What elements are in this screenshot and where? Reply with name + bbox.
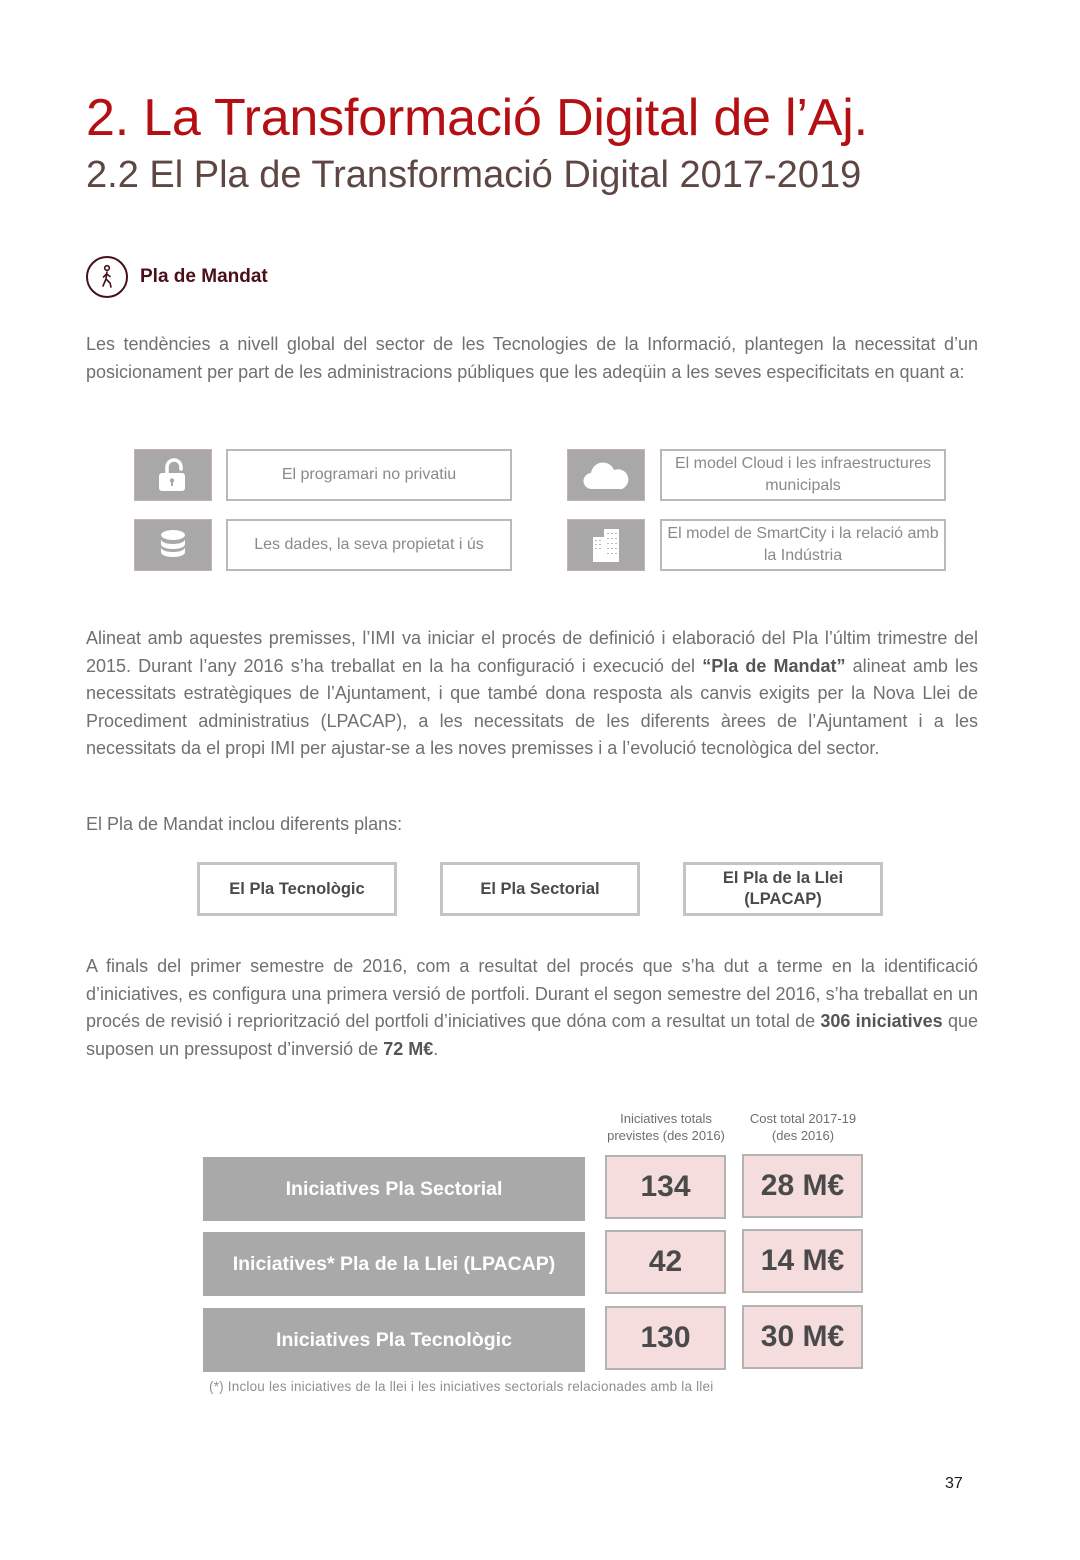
specificity-box: El model Cloud i les infraestructures municipals <box>660 449 946 501</box>
plan-box-llei: El Pla de la Llei (LPACAP) <box>683 862 883 916</box>
cost-value: 14 M€ <box>742 1229 863 1293</box>
cost-value: 30 M€ <box>742 1305 863 1369</box>
cost-value: 28 M€ <box>742 1154 863 1218</box>
column-header-initiatives: Iniciatives totals previstes (des 2016) <box>607 1111 725 1143</box>
paragraph-text: A finals del primer semestre de 2016, com a resultat del procés que s’ha dut a terme en la identificació d’iniciatives, es configura una primera versió de portfoli. Durant el segon semestre del 2016, s’ha treballat en un procés de revisió i repriorització del portfoli d’iniciatives que dóna com a resultat un total de <box>86 956 978 1031</box>
initiatives-value: 134 <box>605 1155 726 1219</box>
emphasis-initiatives-total: 306 iniciatives <box>820 1011 943 1031</box>
section-title: Pla de Mandat <box>140 266 268 287</box>
emphasis-pla-de-mandat: “Pla de Mandat” <box>702 655 846 676</box>
paragraph-text: Alineat amb aquestes premisses, l’IMI va iniciar el procés de definició i elaboració del Pla l’últim trimestre del 2015. Durant l’any 2016 s’ha treballat en la ha configuració i execució del <box>86 628 978 676</box>
plan-box-tecnologic: El Pla Tecnològic <box>197 862 397 916</box>
paragraph-text: que suposen un pressupost d’inversió de <box>86 1011 978 1059</box>
section-header <box>86 256 268 298</box>
cloud-icon <box>567 449 645 501</box>
paragraph-text: alineat amb les necessitats estratègiques de l’Ajuntament, i que també dona resposta als canvis exigits per la Nova Llei de Procediment administratius (LPACAP), a les necessitats de les diferents àrees de l’Ajuntament i a les necessitats da el propi IMI per ajustar-se a les noves premisses i a l’evolució tecnològica del sector. <box>86 655 979 758</box>
page-subtitle: 2.2 El Pla de Transformació Digital 2017-2019 <box>86 154 862 196</box>
page-number: 37 <box>945 1475 963 1492</box>
body-paragraph-3 <box>86 953 978 1063</box>
initiatives-value: 42 <box>605 1230 726 1294</box>
initiatives-value: 130 <box>605 1306 726 1370</box>
plan-box-sectorial: El Pla Sectorial <box>440 862 640 916</box>
buildings-icon <box>567 519 645 571</box>
specificity-box: El programari no privatiu <box>226 449 512 501</box>
row-label-llei: Iniciatives* Pla de la Llei (LPACAP) <box>203 1232 585 1296</box>
specificity-box: Les dades, la seva propietat i ús <box>226 519 512 571</box>
column-header-cost: Cost total 2017-19 (des 2016) <box>749 1111 857 1143</box>
walking-person-icon <box>86 256 128 298</box>
table-footnote: (*) Inclou les iniciatives de la llei i les iniciatives sectorials relacionades amb la llei <box>209 1379 714 1394</box>
page-title: 2. La Transformació Digital de l’Aj. <box>86 89 868 147</box>
emphasis-budget-total: 72 M€ <box>383 1038 434 1059</box>
plans-intro: El Pla de Mandat inclou diferents plans: <box>86 814 403 834</box>
row-label-tecnologic: Iniciatives Pla Tecnològic <box>203 1308 585 1372</box>
body-paragraph-2 <box>86 625 978 763</box>
paragraph-text: . <box>433 1038 439 1059</box>
row-label-sectorial: Iniciatives Pla Sectorial <box>203 1157 585 1221</box>
database-icon <box>134 519 212 571</box>
intro-paragraph: Les tendències a nivell global del sector de les Tecnologies de la Informació, plantegen la necessitat d’un posicionament per part de les administracions públiques que les adeqüin a les seves especificitats en quant a: <box>86 334 978 382</box>
specificity-box: El model de SmartCity i la relació amb la Indústria <box>660 519 946 571</box>
unlocked-padlock-icon <box>134 449 212 501</box>
